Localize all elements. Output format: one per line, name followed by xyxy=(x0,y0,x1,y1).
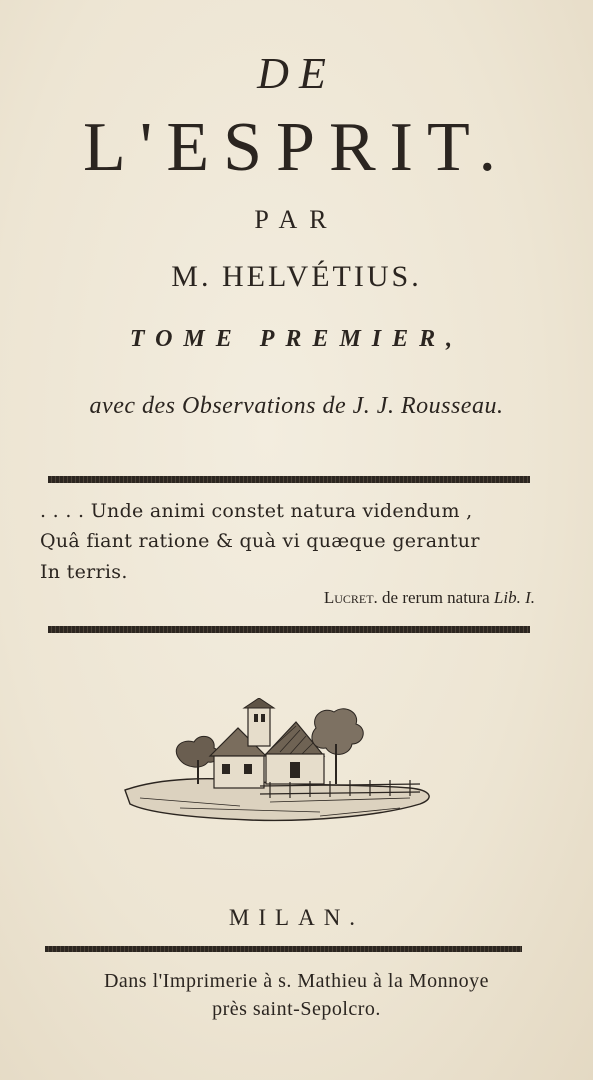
epigraph-line-2: Quâ fiant ratione & quà vi quæque gerantur xyxy=(40,530,480,552)
epigraph-source-author: Lucret. xyxy=(323,588,378,607)
epigraph-line-1: . . . . Unde animi constet natura videndum , xyxy=(40,500,473,522)
subtitle-observations: avec des Observations de J. J. Rousseau. xyxy=(89,393,504,419)
epigraph-source-work: de rerum natura xyxy=(382,588,490,607)
epigraph-line-3: In terris. xyxy=(40,561,128,583)
par-label: PAR xyxy=(254,205,339,234)
title-line-esprit: L'ESPRIT. xyxy=(82,109,511,186)
farmhouse-vignette-icon xyxy=(120,698,440,828)
imprint-printer-line-2: près saint-Sepolcro. xyxy=(212,998,381,1020)
rule-top xyxy=(48,476,530,483)
rule-bottom xyxy=(45,946,522,952)
volume-label: TOME PREMIER, xyxy=(129,326,464,352)
epigraph-source xyxy=(324,588,535,608)
imprint-place: MILAN. xyxy=(228,905,365,930)
rule-middle xyxy=(48,626,530,633)
title-line-de: DE xyxy=(257,49,336,98)
author-name: M. HELVÉTIUS. xyxy=(171,260,422,293)
epigraph-source-book: Lib. I. xyxy=(493,588,535,607)
imprint-printer-line-1: Dans l'Imprimerie à s. Mathieu à la Monnoye xyxy=(103,970,489,992)
